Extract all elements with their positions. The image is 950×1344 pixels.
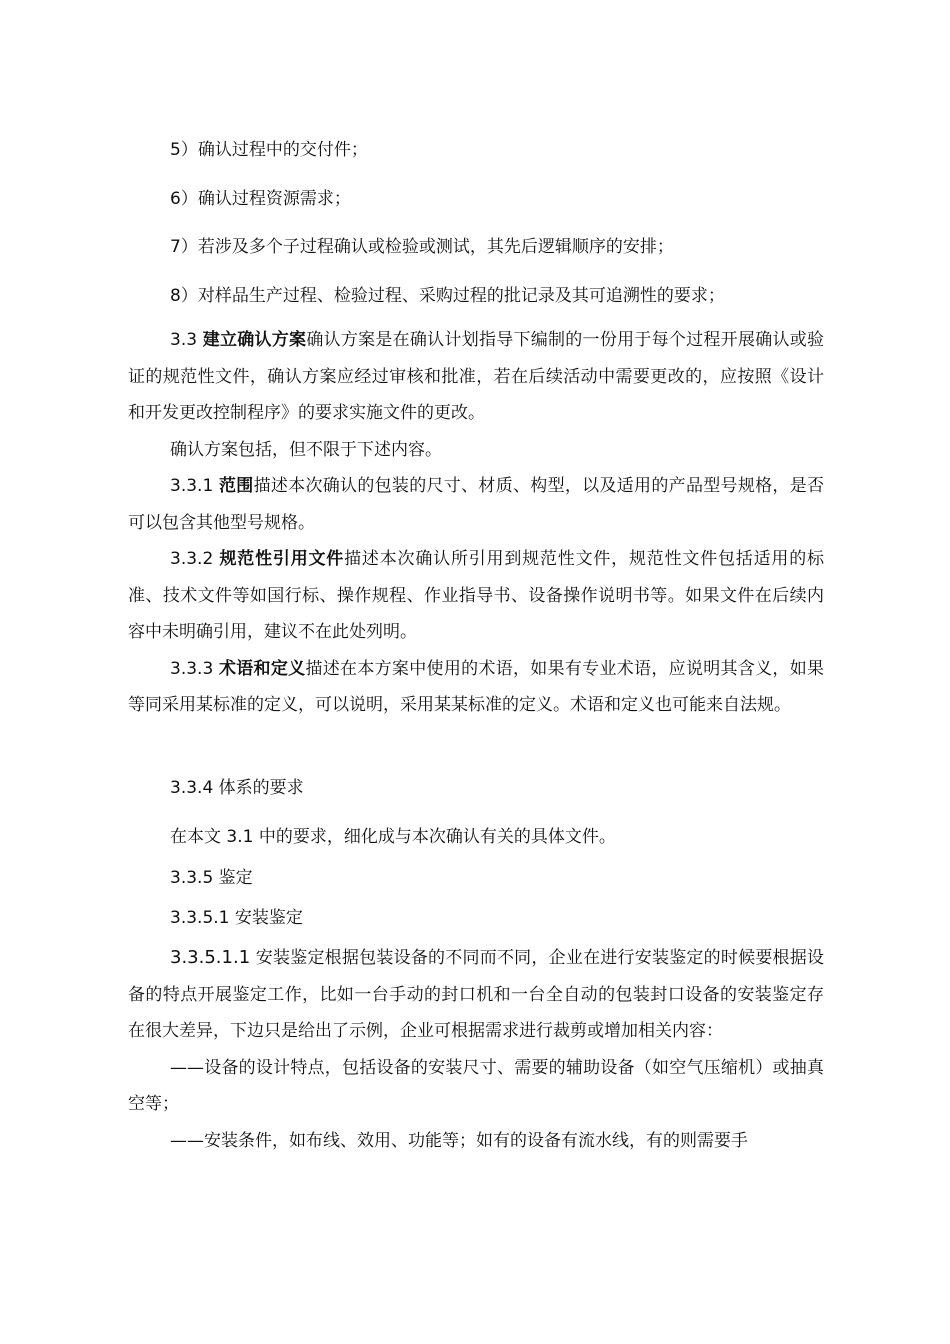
section-body: 确认方案是在确认计划指导下编制的一份用于每个过程开展确认或验证的规范性文件，确认方案应经过审核和批准，若在后续活动中需要更改的，应按照《设计和开发更改控制程序》的要求实施文件的更改。	[128, 330, 825, 423]
section-3-3-5-heading: 3.3.5 鉴定	[170, 868, 253, 888]
section-3-3-3-paragraph	[128, 651, 824, 724]
section-heading: 范围	[218, 476, 254, 496]
section-3-3-5-1-1-paragraph	[128, 940, 824, 1050]
section-3-3-5-1-1	[128, 940, 824, 1159]
section-heading: 规范性引用文件	[219, 549, 345, 569]
section-3-3	[128, 322, 824, 724]
section-3-3-intro: 确认方案包括，但不限于下述内容。	[170, 439, 442, 460]
section-number: 3.3.5.1.1	[170, 947, 251, 968]
section-number: 3.3.3	[170, 658, 214, 679]
section-3-3-1-paragraph	[128, 468, 824, 541]
list-item-7: 7）若涉及多个子过程确认或检验或测试，其先后逻辑顺序的安排；	[170, 237, 674, 257]
section-3-3-2-paragraph	[128, 541, 824, 651]
section-body: 描述本次确认所引用到规范性文件，规范性文件包括适用的标准、技术文件等如国行标、操作规程、作业指导书、设备操作说明书等。如果文件在后续内容中未明确引用，建议不在此处列明。	[128, 549, 825, 642]
section-body: 安装鉴定根据包装设备的不同而不同，企业在进行安装鉴定的时候要根据设备的特点开展鉴定工作，比如一台手动的封口机和一台全自动的包装封口设备的安装鉴定存在很大差异，下边只是给出了示例，企业可根据需求进行裁剪或增加相关内容：	[128, 948, 824, 1041]
bullet-item-2: ——安装条件，如布线、效用、功能等；如有的设备有流水线，有的则需要手	[170, 1130, 748, 1151]
list-item-6: 6）确认过程资源需求；	[170, 189, 351, 209]
section-3-3-4-heading: 3.3.4 体系的要求	[170, 778, 304, 798]
section-number: 3.3	[170, 330, 198, 350]
list-item-5: 5）确认过程中的交付件；	[170, 140, 368, 160]
list-item-8: 8）对样品生产过程、检验过程、采购过程的批记录及其可追溯性的要求；	[170, 286, 725, 306]
section-number: 3.3.1	[170, 476, 214, 496]
section-3-3-4-body: 在本文 3.1 中的要求，细化成与本次确认有关的具体文件。	[170, 827, 616, 847]
section-heading: 术语和定义	[218, 658, 306, 679]
section-heading: 建立确认方案	[202, 330, 307, 350]
section-number: 3.3.2	[170, 549, 214, 569]
section-3-3-5-1-heading: 3.3.5.1 安装鉴定	[170, 908, 303, 928]
bullet-item-1: ——设备的设计特点，包括设备的安装尺寸、需要的辅助设备（如空气压缩机）或抽真空等；	[128, 1057, 824, 1114]
section-body: 描述本次确认的包装的尺寸、材质、构型，以及适用的产品型号规格，是否可以包含其他型号规格。	[128, 476, 825, 533]
section-3-3-paragraph	[128, 322, 824, 432]
section-body: 描述在本方案中使用的术语，如果有专业术语，应说明其含义，如果等同采用某标准的定义，可以说明，采用某某标准的定义。术语和定义也可能来自法规。	[128, 658, 825, 715]
